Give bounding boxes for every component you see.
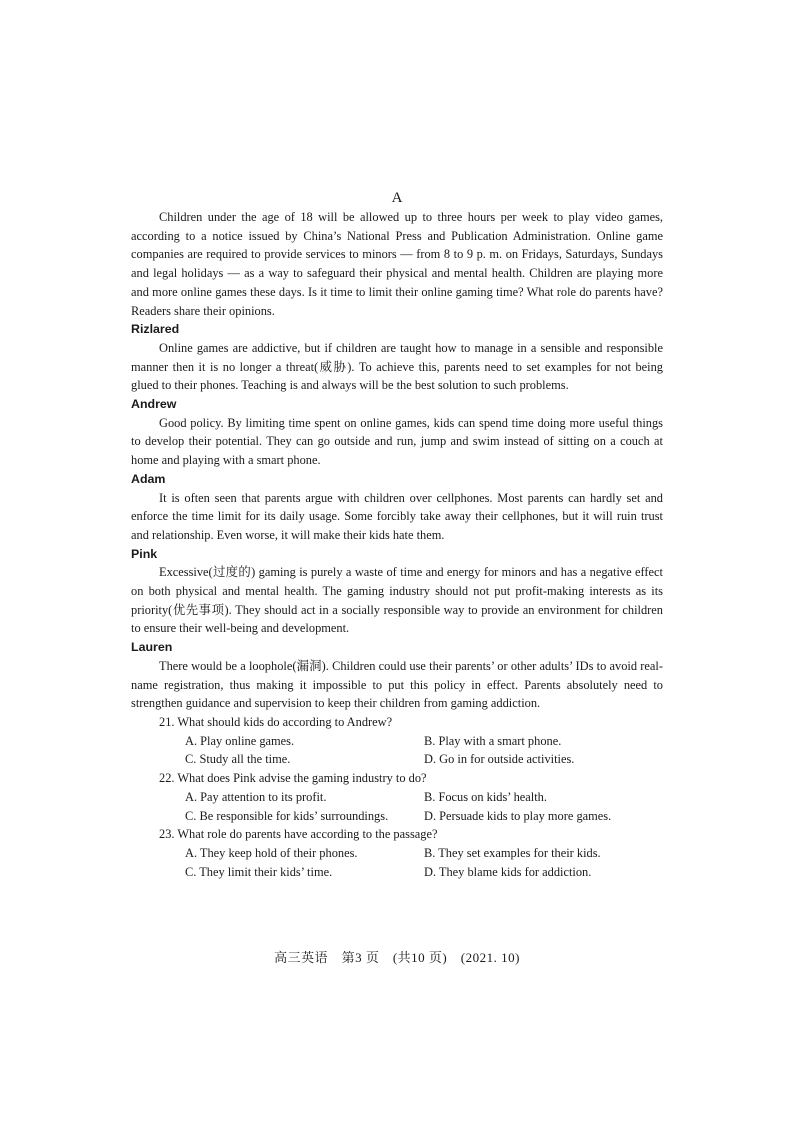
option-c: C. They limit their kids’ time. <box>185 864 333 879</box>
opinion-author: Pink <box>131 546 158 561</box>
option-row <box>159 788 663 807</box>
question-22 <box>131 769 663 825</box>
opinion-author: Adam <box>131 471 166 486</box>
question-23 <box>131 825 663 881</box>
option-d: D. Go in for outside activities. <box>424 752 575 767</box>
reading-passage <box>131 188 663 881</box>
opinion-author: Andrew <box>131 397 177 412</box>
opinion-andrew <box>131 395 663 470</box>
opinion-adam <box>131 470 663 545</box>
opinion-lauren <box>131 638 663 713</box>
option-b: B. Play with a smart phone. <box>424 733 562 748</box>
option-row <box>159 732 663 751</box>
option-a: A. Pay attention to its profit. <box>185 789 327 804</box>
question-stem: 22. What does Pink advise the gaming industry to do? <box>159 771 427 786</box>
option-d: D. They blame kids for addiction. <box>424 864 592 879</box>
opinion-text: It is often seen that parents argue with children over cellphones. Most parents can hardly set and enforce the time limit for its daily usage. Some forcibly take away their cellphones, but it will ruin trust and relationship. Even worse, it will make their kids hate them. <box>131 490 663 542</box>
opinion-pink <box>131 545 663 639</box>
option-a: A. They keep hold of their phones. <box>185 845 358 860</box>
option-row <box>159 807 663 826</box>
option-row <box>159 844 663 863</box>
option-c: C. Study all the time. <box>185 752 291 767</box>
option-b: B. Focus on kids’ health. <box>424 789 547 804</box>
intro-paragraph: Children under the age of 18 will be allowed up to three hours per week to play video games, according to a notice issued by China’s National Press and Publication Administration. Online game companies are required to provide services to minors — from 8 to 9 p. m. on Fridays, Saturdays, Sundays and legal holidays — as a way to safeguard their physical and mental health. Children are playing more and more online games these days. Is it time to limit their online gaming time? What role do parents have? Readers share their opinions. <box>131 210 663 318</box>
opinion-text: Online games are addictive, but if children are taught how to manage in a sensible and responsible manner then it is no longer a threat(威胁). To achieve this, parents need to set examples for not being glued to their phones. Teaching is and always will be the best solution to such problems. <box>131 340 663 393</box>
opinion-text: There would be a loophole(漏洞). Children could use their parents’ or other adults’ IDs to avoid real-name registration, thus making it impossible to put this policy in effect. Parents absolutely need to strengthen guidance and supervision to keep their children from gaming addiction. <box>131 658 663 711</box>
opinion-author: Lauren <box>131 640 173 655</box>
option-a: A. Play online games. <box>185 733 295 748</box>
question-stem: 21. What should kids do according to Andrew? <box>159 714 393 729</box>
option-c: C. Be responsible for kids’ surroundings. <box>185 808 389 823</box>
opinion-author: Rizlared <box>131 322 180 337</box>
option-row <box>159 863 663 882</box>
page-footer: 高三英语 第3 页 (共10 页) (2021. 10) <box>274 950 520 965</box>
question-stem: 23. What role do parents have according to the passage? <box>159 827 438 842</box>
option-b: B. They set examples for their kids. <box>424 845 601 860</box>
section-title: A <box>391 190 403 206</box>
option-row <box>159 750 663 769</box>
option-d: D. Persuade kids to play more games. <box>424 808 612 823</box>
question-21 <box>131 713 663 769</box>
opinion-text: Excessive(过度的) gaming is purely a waste of time and energy for minors and has a negative effect on both physical and mental health. The gaming industry should not put profit-making interests as its priority(优先事项). They should act in a socially responsible way to provide an environment for children to ensure their well-being and development. <box>131 565 663 636</box>
opinion-rizlared <box>131 320 663 395</box>
opinion-text: Good policy. By limiting time spent on online games, kids can spend time doing more useful things to develop their potential. They can go outside and run, jump and swim instead of sitting on a couch at home and playing with a smart phone. <box>131 415 663 468</box>
